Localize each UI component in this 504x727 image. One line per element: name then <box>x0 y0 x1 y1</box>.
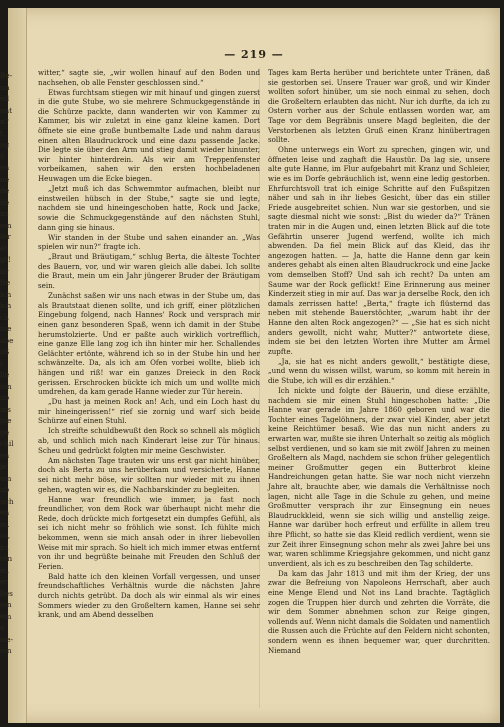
edge-text-fragment: eil <box>0 94 10 103</box>
edge-text-fragment: abe <box>0 335 14 345</box>
edge-text-fragment: gt! <box>0 255 11 264</box>
edge-text-fragment: Be- <box>0 71 13 80</box>
paragraph: witter,“ sagte sie, „wir wollen hinauf auf den Boden und nachsehen, ob alle Fenster geschlossen sind.“ <box>38 68 260 87</box>
paragraph: „Ja, sie hat es nicht anders gewollt,“ bestätigte diese, „und wenn du wissen willst, warum, so komm mit herein in die Stube, ich will es dir erzählen.“ <box>268 356 490 385</box>
edge-text-fragment: hr <box>0 266 9 276</box>
edge-text-fragment: ine <box>0 416 12 425</box>
edge-text-fragment: ns <box>0 209 9 218</box>
right-column <box>268 68 490 655</box>
edge-text-fragment: ne <box>0 174 10 184</box>
book-page <box>0 8 500 723</box>
edge-text-fragment: ut, <box>0 531 11 540</box>
edge-text-fragment: ich <box>0 289 12 299</box>
paragraph: Hanne war freundlich wie immer, ja fast noch freundlicher, von dem Rock war überhaupt nicht mehr die Rede, doch drückte mich fortgesetzt ein dumpfes Gefühl, als sei ich nicht mehr so fröhlich wie sonst. Ich fühlte mich bekommen, wenn sie mich ansah oder in ihrer liebevollen Weise mit mir sprach. So hielt ich mich immer etwas entfernt von ihr und begrüßte beinahe mit Freuden den Schluß der Ferien. <box>38 494 260 571</box>
paragraph: Ich streifte schuldbewußt den Rock so schnell als möglich ab, und schlich mich nach Kinderart leise zur Tür hinaus. Scheu und gedrückt folgten mir meine Geschwister. <box>38 426 260 455</box>
edge-text-fragment: un <box>0 82 10 92</box>
edge-text-fragment: fte <box>0 278 11 287</box>
edge-text-fragment: n? <box>0 117 9 126</box>
edge-text-fragment: zie- <box>0 634 14 644</box>
paragraph: Wir standen in der Stube und sahen einander an. „Was spielen wir nun?“ fragte ich. <box>38 232 260 252</box>
paragraph: „Du hast ja meinen Rock an! Ach, und ein Loch hast du mir hineingerissen!“ rief sie zornig und warf sich beide Schürze auf einen Stuhl. <box>38 397 260 426</box>
edge-text-fragment: ich <box>0 301 12 310</box>
edge-text-fragment: ins <box>0 404 11 414</box>
edge-text-fragment: ab <box>0 485 10 494</box>
edge-text-fragment: ei. <box>0 565 10 575</box>
paragraph: „Jetzt muß ich das Schwemmtor aufmachen, bleibt nur einstweilen hübsch in der Stube,“ sagte sie und legte, nachdem sie und hineingeschoben hatte, Rock und Jacke, sowie die Schmuckgegenstände auf den nächsten Stuhl, dann ging sie hinaus. <box>38 184 260 232</box>
left-column <box>38 68 260 620</box>
edge-text-fragment: ent <box>0 105 13 115</box>
edge-text-fragment: m. <box>0 519 10 529</box>
edge-text-fragment: ein <box>0 220 12 230</box>
edge-text-fragment: oin <box>0 381 12 391</box>
edge-text-fragment: ab <box>0 393 10 402</box>
edge-text-fragment: ge <box>0 427 10 437</box>
paragraph: Da kam das Jahr 1813 und mit ihm der Krieg, der uns zwar die Befreiung von Napoleons Herrschaft, aber auch eine Menge Elend und Not ins Land brachte. Tagtäglich zogen die Truppen hier durch und zehrten die Vorräte, die wir dem Sommer abnehmen schon zur Reige gingen, vollends auf. Wenn nicht damals die Soldaten und namentlich die Russen auch die Früchte auf den Feldern nicht schonten, sondern wenn es ihnen bequemer war, quer durchritten. Niemand <box>268 568 490 655</box>
edge-text-fragment: fer <box>0 232 11 241</box>
paragraph: Ohne unterwegs ein Wort zu sprechen, gingen wir, und öffneten leise und zaghaft die Haustür. Da lag sie, unsere alte gute Hanne, im Flur aufgebahrt mit Kranz und Schleier, wie es im Dorfe gebräuchlich ist, wenn eine ledig gestorben. Ehrfurchtsvoll trat ich einige Schritte auf den Fußspitzen näher und sah in ihr liebes Gesicht, über das ein stiller Friede ausgebreitet schien. Nun war sie gestorben, und sie sagte diesmal nicht wie sonst: „Bist du wieder da?“ Tränen traten mir in die Augen und, einen letzten Blick auf die tote Gefährtin unserer Jugend werfend, wollte ich mich abwenden. Da fiel mein Blick auf das Kleid, das ihr angezogen hatten. — Ja, hatte die Hanne denn gar kein anderes gehabt als einen alten Blaudruckrock und eine Jacke vom demselben Stoff? Und sah ich recht? Da unten am Saume war der Rock geflickt! Eine Erinnerung aus meiner Kinderzeit stieg in mir auf. Das war ja derselbe Rock, den ich damals zerrissen hatte! „Berta,“ fragte ich flüsternd das neben mit stehende Bauerstöchter, „warum habt ihr der Hanne den alten Rock angezogen?“ — „Sie hat es sich nicht anders gewollt, nicht wahr, Mutter?“ antwortete diese, indem sie bei den letzten Worten ihre Mutter am Ärmel zupfte. <box>268 145 490 356</box>
paragraph: Zunächst saßen wir uns nach etwas in der Stube um, das als Brautstaat dienen sollte, und ich griff, einer plötzlichen Eingebung folgend, nach Hannes' Rock und versprach mir einen ganz besonderen Spaß, wenn ich damit in der Stube herumstolzierte. Und er paßte auch wirklich vortrefflich, eine ganze Elle lang zog ich ihn hinter mir her. Schallendes Gelächter ertönte, während ich so in der Stube hin und her schwänzelte. Da, als ich am Ofen vorbei wollte, blieb ich hängen und riß! war ein ganzes Dreieck in den Rock gerissen. Erschrocken bückte ich mich um und wollte mich umdrehen, da kam gerade Hanne wieder zur Tür herein. <box>38 291 260 397</box>
edge-text-fragment: ten <box>0 554 13 563</box>
edge-text-fragment: ine <box>0 324 12 333</box>
edge-text-fragment: em <box>0 611 12 621</box>
edge-text-fragment: ien <box>0 646 12 655</box>
edge-text-fragment: lles <box>0 588 13 598</box>
edge-text-fragment: ein <box>0 600 12 609</box>
edge-text-fragment: en <box>0 450 10 460</box>
edge-text-fragment: em <box>0 473 12 483</box>
edge-text-fragment: de <box>0 197 10 207</box>
edge-text-fragment: t <box>0 358 3 368</box>
edge-text-fragment: uch <box>0 496 14 506</box>
edge-text-fragment: t. <box>0 128 6 138</box>
paragraph: Etwas furchtsam stiegen wir mit hinauf und gingen zuerst in die gute Stube, wo sie mehrere Schmuckgegenstände in die Schürze packte, dann wanderten wir von Kammer zu Kammer, bis wir zuletzt in eine ganz kleine kamen. Dort öffnete sie eine große buntbemalte Lade und nahm daraus einen alten Blaudruckrock und eine dazu passende Jacke. Die legte sie über den Arm und stieg damit wieder hinunter, wir hinter hinterdrein. Als wir am Treppenfenster vorbeikamen, sahen wir den ersten hochbeladenen Heuwagen um die Ecke biegen. <box>38 87 260 184</box>
page-number: — 219 — <box>224 48 284 61</box>
edge-text-fragment: aß <box>0 347 10 356</box>
paragraph: Am nächsten Tage trauten wir uns erst gar nicht hinüber, doch als Berta zu uns herüberkam und versicherte, Hanne sei nicht mehr böse, wir sollten nur wieder mit zu ihnen gehen, wagten wir es, die Nachbarskinder zu begleiten. <box>38 455 260 494</box>
edge-text-fragment: en <box>0 508 10 517</box>
edge-text-fragment: ag <box>0 140 10 149</box>
edge-text-fragment: n <box>0 623 5 632</box>
edge-text-fragment: er <box>0 577 8 586</box>
edge-text-fragment: ch <box>0 312 9 322</box>
edge-text-fragment: en <box>0 163 10 172</box>
edge-text-fragment: zu <box>0 542 9 552</box>
edge-text-fragment: lle <box>0 370 10 379</box>
paragraph: Tages kam Berta herüber und berichtete unter Tränen, daß sie gestorben sei. Unsere Trauer war groß, und wir Kinder wollten sofort hinüber, um sie noch einmal zu sehen, doch die Großeltern erlaubten das nicht. Nur ich durfte, da ich zu Ostern vorher aus der Schule entlassen worden war, am Tage vor dem Begräbnis unsere Magd begleiten, die der Verstorbenen als letzten Gruß einen Kranz hinübertragen sollte. <box>268 68 490 145</box>
edge-text-fragment: S <box>0 151 6 161</box>
paragraph: Bald hatte ich den kleinen Vorfall vergessen, und unser freundschaftliches Verhältnis wurde die nächsten Jahre durch nichts getrübt. Da doch als wir einmal als wir eines Sommers wieder zu den Großeltern kamen, Hanne sei sehr krank, und am Abend desselben <box>38 571 260 620</box>
edge-text-fragment: de <box>0 186 10 195</box>
paragraph: „Braut und Bräutigam,“ schlug Berta, die älteste Tochter des Bauern, vor, und wir waren gleich alle dabei. Ich sollte die Braut, mein um ein Jahr jüngerer Bruder der Bräutigam sein. <box>38 252 260 291</box>
adjacent-page-edge <box>0 8 27 723</box>
paragraph: Ich nickte und folgte der Bäuerin, und diese erzählte, nachdem sie mir einen Stuhl hingeschoben hatte: „Die Hanne war gerade im Jahre 1860 geboren und war die Tochter eines Tagelöhners, der zwar viel Kinder, aber jetzt keine Reichtümer besaß. Wie das nun nicht anders zu erwarten war, mußte sie ihren Unterhalt so zeitig als möglich selbst verdienen, und so kam sie mit zwölf Jahren zu meinen Großeltern als Magd, nachdem sie schon früher gelegentlich meiner Großmutter gegen ein Butterbrot kleine Handreichungen getan hatte. Sie war noch nicht vierzehn Jahre alt, brauchte aber, wie damals die Verhältnisse noch lagen, nicht alle Tage in die Schule zu gehen, und meine Großmutter versprach ihr zur Einsegnung ein neues Blaudruckkleid, wenn sie sich willig und anstellig zeige. Hanne war darüber hoch erfreut und erfüllte in allem treu ihre Pflicht, so hatte sie das Kleid redlich verdient, wenn sie zur Zeit ihrer Einsegnung schon mehr als zwei Jahre bei uns war, waren schlimme Kriegsjahre gekommen, und nicht ganz unverdient, als ich es zu beschreiben den Tag schilderte. <box>268 386 490 568</box>
edge-text-fragment: et <box>0 243 8 253</box>
edge-text-fragment: ie <box>0 462 7 471</box>
edge-text-fragment: chil <box>0 439 14 448</box>
